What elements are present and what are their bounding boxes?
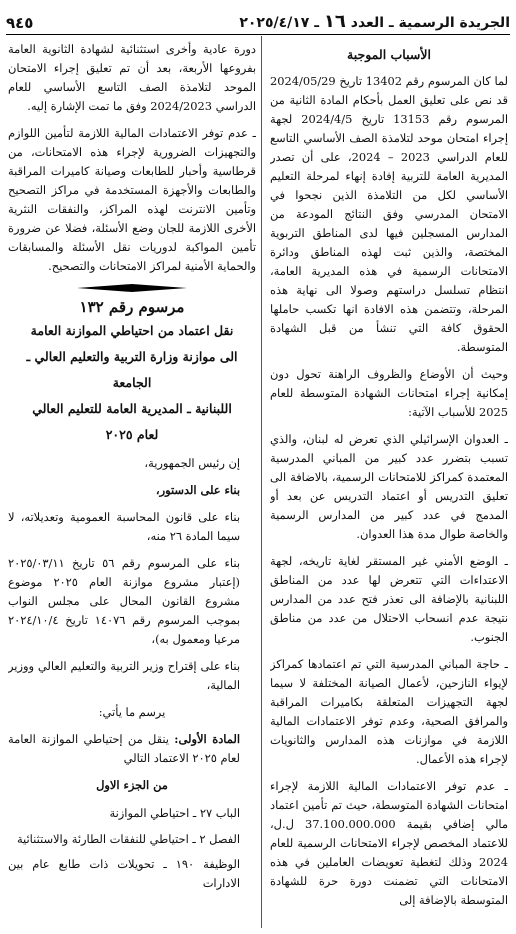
paragraph: ـ العدوان الإسرائيلي الذي تعرض له لبنان، والذي تسبب بتضرر عدد كبير من المباني المدرسية المعتمدة كمراكز للامتحانات الرسمية، بالاضافة الى تعليق التدريس أو اعتماد التدريس عن بعد أو المدمج في عدد كبير من المدارس الرسمية والخاصة طوال مدة هذا العدوان. xyxy=(270,432,508,541)
column-divider xyxy=(261,36,262,928)
part-heading: من الجزء الاول xyxy=(96,778,168,792)
president-line: إن رئيس الجمهورية، xyxy=(144,456,240,470)
article-label: المادة الأولى: xyxy=(174,732,240,746)
budget-item: الوظيفة ١٩٠ ـ تحويلات ذات طابع عام بين الادارات xyxy=(8,857,240,890)
decree-title-line: نقل اعتماد من احتياطي الموازنة العامة xyxy=(30,323,234,338)
page-header xyxy=(6,6,510,35)
paragraph: ـ عدم توفر الاعتمادات المالية اللازمة لإجراء امتحانات الشهادة المتوسطة، حيث تم تأمين اعتماد مالي إضافي بقيمة 37.100.000.000 ل.ل، للاعتماد المخصص لإجراء الامتحانات الرسمية للعام 2024 وذلك لتغطية تعويضات العاملين في هذه الامتحانات التي تضمنت دورة حرة للشهادة المتوسطة بالإضافة إلى xyxy=(270,779,508,907)
left-column xyxy=(8,40,256,928)
paragraph: وحيث أن الأوضاع والظروف الراهنة تحول دون إمكانية إجراء امتحانات الشهادة المتوسطة للعام 2025 للأسباب الآتية: xyxy=(270,367,508,419)
paragraph: لما كان المرسوم رقم 13402 تاريخ 2024/05/29 قد نص على تعليق العمل بأحكام المادة الثانية من المرسوم رقم 13153 تاريخ 2024/4/5 لجهة إجراء امتحان موحد لتلامذة الصف الأساسي التاسع للعام الدراسي 2023 – 2024، على أن تصدر المديرية العامة للتربية إفادة إنهاء لمرحلة التعليم الأساسي لكل من التلامذة الذين نجحوا في الامتحان المدرسي وفق النتائج المودعة من المدارس المسجلين فيها لدى المناطق التربوية المختصة، والذين ثبت لهذه المناطق ودائرة الامتحانات الرسمية في هذه المديرية العامة، انتظام تسلسل دراستهم وصولا الى نهاية هذه المرحلة، وتتضمن هذه الافادة انها تكسب حاملها الحقوق كافة التي تنشأ من قبل الشهادة المتوسطة. xyxy=(270,74,508,354)
article-text: ينقل من إحتياطي الموازنة العامة لعام ٢٠٢٥ الاعتماد التالي xyxy=(8,732,240,765)
journal-name: الجريدة الرسمية ـ العدد xyxy=(350,15,510,31)
decrees-line: يرسم ما يأتي: xyxy=(98,705,166,719)
decree-title xyxy=(8,318,256,448)
page-number: ٩٤٥ xyxy=(6,14,34,32)
legal-basis: بناء على إقتراح وزير التربية والتعليم العالي ووزير المالية، xyxy=(8,659,240,692)
budget-item: الباب ٢٧ ـ احتياطي الموازنة xyxy=(109,806,240,820)
header-page-number xyxy=(6,14,33,32)
decree-number: مرسوم رقم ١٣٢ xyxy=(79,298,185,316)
right-column xyxy=(270,40,508,928)
paragraph: ـ عدم توفر الاعتمادات المالية اللازمة لتأمين اللوازم والتجهيزات الضرورية لإجراء هذه الامتحانات، من قرطاسية وأحبار للطابعات وصيانة كاميرات المراقبة والطابعات والأجهزة المستخدمة في مراكز التصحيح وتأمين الانترنت لهذه المراكز، والنفقات النثرية الأخرى اللازمة للجان وضع الأسئلة، فضلا عن ضرورة تأمين المواكبة لدوريات نقل الأسئلة والمسابقات والحماية الأمنية لمراكز الامتحانات والتصحيح. xyxy=(8,126,256,273)
decree-title-line: لعام ٢٠٢٥ xyxy=(105,427,159,442)
header-journal-title xyxy=(239,11,510,32)
issue-date: ـ ٢٠٢٥/٤/١٧ xyxy=(239,15,320,31)
decree-title-line: الى موازنة وزارة التربية والتعليم العالي ـ الجامعة xyxy=(26,349,238,390)
constitution-line: بناء على الدستور، xyxy=(155,483,240,497)
section-heading: الأسباب الموجبة xyxy=(347,47,431,62)
budget-item: الفصل ٢ ـ احتياطي للنفقات الطارئة والاستثنائية xyxy=(16,832,240,846)
legal-basis: بناء على المرسوم رقم ٥٦ تاريخ ٢٠٢٥/٠٣/١١ (إعتبار مشروع موازنة العام ٢٠٢٥ موضوع مشروع القانون المحال على مجلس النواب بموجب المرسوم رقم ١٤٠٧٦ تاريخ ٢٠٢٤/١٠/٤ مرعيا ومعمول به)، xyxy=(8,556,240,646)
paragraph: ـ الوضع الأمني غير المستقر لغاية تاريخه، لجهة الاعتداءات التي تتعرض لها عدد من المناطق اللبنانية بالإضافة الى تعذر فتح عدد من المدارس نتيجة عدم انسحاب الاحتلال من عدد من مناطق الجنوب. xyxy=(270,554,508,644)
issue-number: ١٦ xyxy=(323,11,346,32)
paragraph: ـ حاجة المباني المدرسية التي تم اعتمادها كمراكز لإيواء النازحين، لأعمال الصيانة المختلفة لا سيما لجهة التجهيزات المتعلقة بكاميرات المراقبة والمرافق الصحية، وعدم توفر الاعتمادات المالية اللازمة في موازنات هذه المدارس والثانويات لإجراء هذه الأعمال. xyxy=(270,657,508,766)
paragraph: دورة عادية وأخرى استثنائية لشهادة الثانوية العامة بفروعها الأربعة، بعد أن تم تعليق إجراء الامتحان الموحد لتلامذة الصف التاسع الأساسي للعام الدراسي 2024/2023 وفق ما تمت الإشارة إليه. xyxy=(8,42,256,113)
ornament-icon xyxy=(77,284,187,292)
article-one xyxy=(8,730,256,768)
legal-basis: بناء على قانون المحاسبة العمومية وتعديلاته، لا سيما المادة ٢٦ منه، xyxy=(8,510,240,543)
separator-ornament xyxy=(8,284,256,292)
decree-title-line: اللبنانية ـ المديرية العامة للتعليم العالي xyxy=(32,401,232,416)
